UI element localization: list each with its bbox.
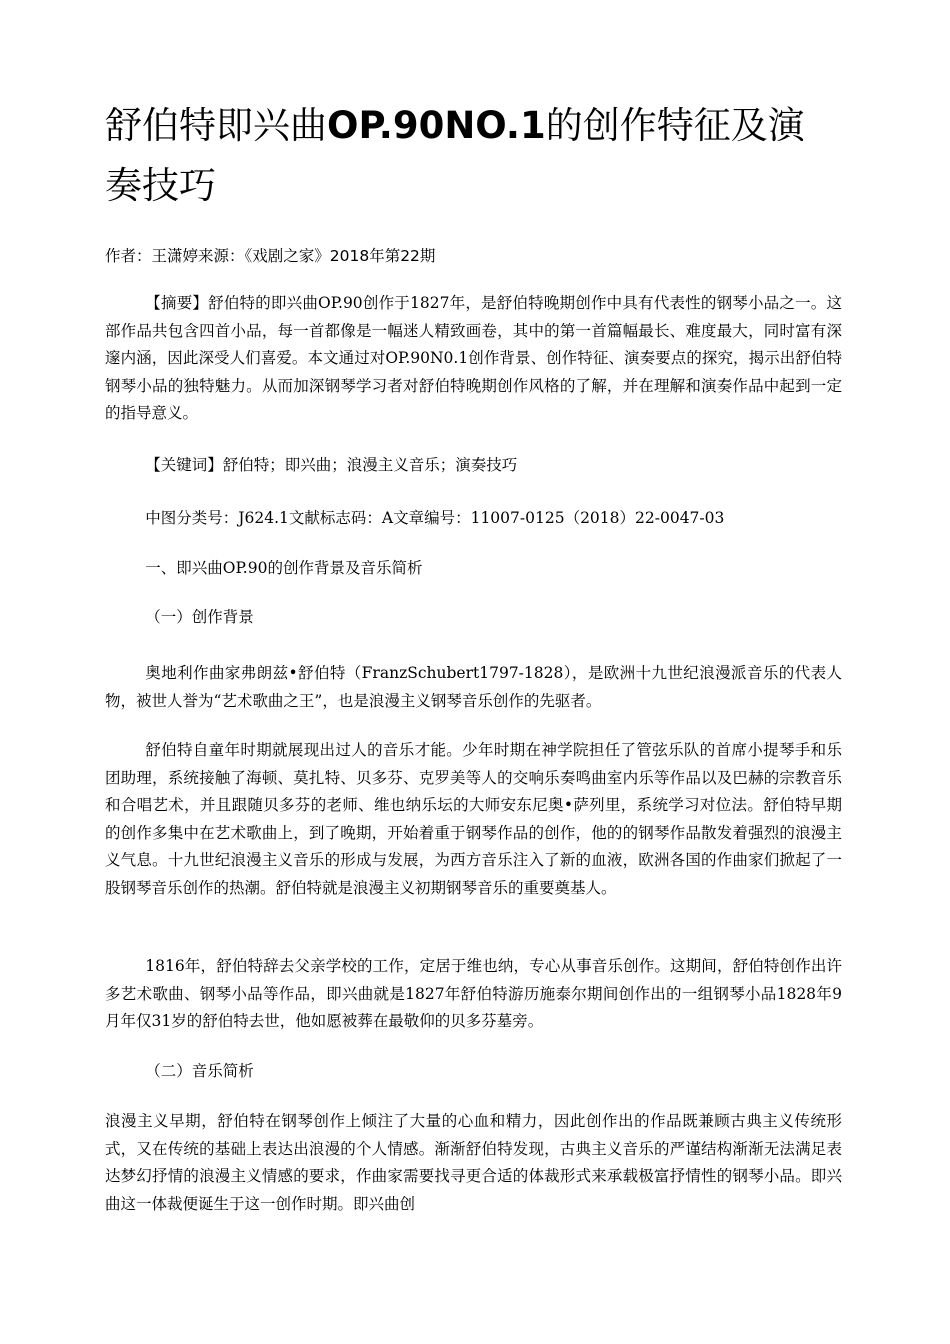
byline: 作者：王潇婷来源：《戏剧之家》2018年第22期 bbox=[105, 247, 436, 265]
abstract-paragraph: 【摘要】舒伯特的即兴曲OP.90创作于1827年，是舒伯特晚期创作中具有代表性的钢琴小品之一。这部作品共包含四首小品，每一首都像是一幅迷人精致画卷，其中的第一首篇幅最长、难度最大，同时富有深邃内涵，因此深受人们喜爱。本文通过对OP.90N0.1创作背景、创作特征、演奏要点的探究，揭示出舒伯特钢琴小品的独特魅力。从而加深钢琴学习者对舒伯特晚期创作风格的了解，并在理解和演奏作品中起到一定的指导意义。 bbox=[105, 294, 842, 422]
body-paragraph-3: 1816年，舒伯特辞去父亲学校的工作，定居于维也纳，专心从事音乐创作。这期间，舒伯特创作出许多艺术歌曲、钢琴小品等作品，即兴曲就是1827年舒伯特游历施泰尔期间创作出的一组钢琴小品1828年9月年仅31岁的舒伯特去世，他如愿被葬在最敬仰的贝多芬墓旁。 bbox=[105, 957, 842, 1030]
section-heading-1: 一、即兴曲OP.90的创作背景及音乐简析 bbox=[145, 559, 423, 577]
title-part1: 舒伯特即兴曲 bbox=[105, 104, 327, 147]
subsection-heading-analysis: （二）音乐简析 bbox=[145, 1062, 254, 1080]
keywords: 【关键词】舒伯特；即兴曲；浪漫主义音乐；演奏技巧 bbox=[145, 456, 518, 474]
title-part2: 的创作特征及演奏技巧 bbox=[105, 104, 805, 207]
title-opus: OP.90NO.1 bbox=[327, 104, 546, 147]
subsection-heading-background: （一）创作背景 bbox=[145, 608, 254, 626]
body-paragraph-1: 奥地利作曲家弗朗兹•舒伯特（FranzSchubert1797-1828），是欧洲十九世纪浪漫派音乐的代表人物，被世人誉为“艺术歌曲之王”，也是浪漫主义钢琴音乐创作的先驱者。 bbox=[105, 664, 842, 710]
body-paragraph-4: 浪漫主义早期，舒伯特在钢琴创作上倾注了大量的心血和精力，因此创作出的作品既兼顾古典主义传统形式，又在传统的基础上表达出浪漫的个人情感。渐渐舒伯特发现，古典主义音乐的严谨结构渐渐无法满足表达梦幻抒情的浪漫主义情感的要求，作曲家需要找寻更合适的体裁形式来承载极富抒情性的钢琴小品。即兴曲这一体裁便诞生于这一创作时期。即兴曲创 bbox=[105, 1112, 842, 1213]
body-paragraph-2: 舒伯特自童年时期就展现出过人的音乐才能。少年时期在神学院担任了管弦乐队的首席小提琴手和乐团助理，系统接触了海顿、莫扎特、贝多芬、克罗美等人的交响乐奏鸣曲室内乐等作品以及巴赫的宗教音乐和合唱艺术，并且跟随贝多芬的老师、维也纳乐坛的大师安东尼奥•萨列里，系统学习对位法。舒伯特早期的创作多集中在艺术歌曲上，到了晚期，开始着重于钢琴作品的创作，他的的钢琴作品散发着强烈的浪漫主义气息。十九世纪浪漫主义音乐的形成与发展，为西方音乐注入了新的血液，欧洲各国的作曲家们掀起了一股钢琴音乐创作的热潮。舒伯特就是浪漫主义初期钢琴音乐的重要奠基人。 bbox=[105, 741, 842, 897]
article-title bbox=[105, 96, 835, 216]
classification-line: 中图分类号：J624.1文献标志码：A文章编号：11007-0125（2018）22-0047-03 bbox=[145, 509, 725, 527]
